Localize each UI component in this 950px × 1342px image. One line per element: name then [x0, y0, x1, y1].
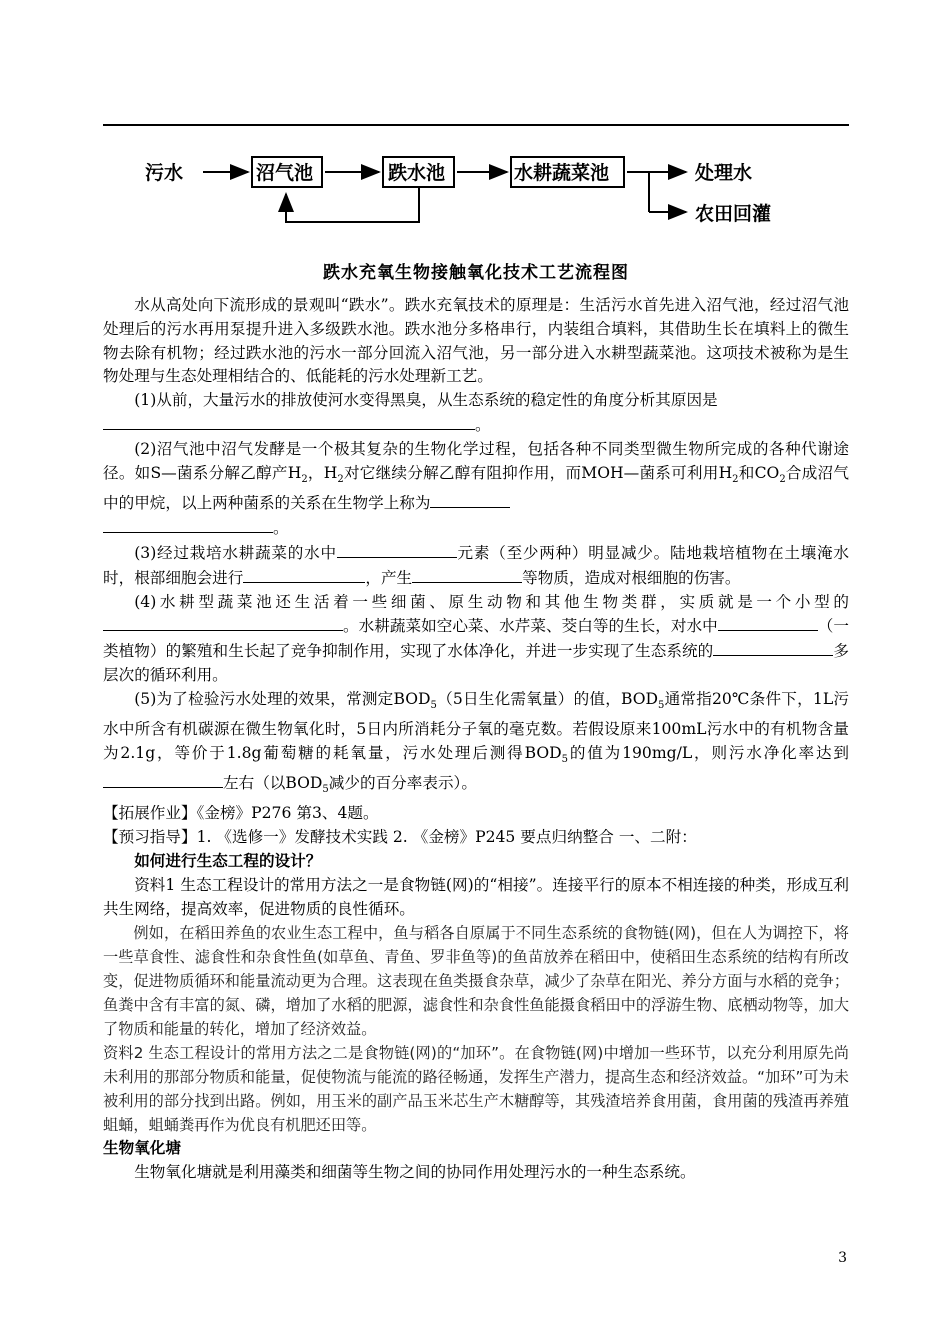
- answer-blank: [412, 566, 522, 583]
- resource-2: 资料2 生态工程设计的常用方法之二是食物链(网)的“加环”。在食物链(网)中增加一些环节，以充分利用原先尚未利用的那部分物质和能量，促使物流与能流的路径畅通，发挥生产潜力，提高生态和经济效益。“加环”可为未被利用的部分找到出路。例如，用玉米的副产品玉米芯生产木糖醇等，其残渣培养食用菌，食用菌的残渣再养殖蛆蛹，蛆蛹粪再作为优良有机肥还田等。: [103, 1044, 849, 1135]
- question-5: (5)为了检验污水处理的效果，常测定$BOD_5(5$日生化需氧量）的值，$BOD_5$通常指20℃条件下，1L污水中所含有机碳源在微生物氧化时，5日内所消耗分子氧的毫克数。若假设原来100mL污水中的有机物含量为2.1g，等价于1.8g葡萄糖的耗氧量，污水处理后测得$BOD_5$的值为190mg/L，则污水净化率达到左右（以$BOD_5$减少的百分率表示）。: [103, 689, 849, 796]
- biogas-pool-label: 沼气池: [256, 162, 314, 184]
- output-treated-water: 处理水: [695, 162, 753, 184]
- main-text: [103, 294, 849, 1185]
- answer-blank: [103, 413, 475, 430]
- answer-blank: [713, 639, 833, 656]
- process-flowchart: [103, 130, 849, 240]
- preview-guide: 【预习指导】1. 《选修一》发酵技术实践 2. 《金榜》P245 要点归纳整合 一、二附：: [103, 828, 697, 847]
- page-number: 3: [838, 1250, 847, 1266]
- question-2: (2)沼气池中沼气发酵是一个极其复杂的生物化学过程，包括各种不同类型微生物所完成的各种代谢途径。如S—菌系分解乙醇产$H_2$，$H_2$对它继续分解乙醇有阻抑作用，而MOH—菌系可利用$H_2$和$CO_2$合成沼气中的甲烷，以上两种菌系的关系在生物学上称为 。: [103, 439, 849, 538]
- answer-blank: [103, 516, 273, 533]
- figure-caption: 跌水充氧生物接触氧化技术工艺流程图: [323, 263, 629, 283]
- question-3: (3)经过栽培水耕蔬菜的水中 元素（至少两种）明显减少。陆地栽培植物在土壤淹水时，根部细胞会进行 ，产生 等物质，造成对根细胞的伤害。: [103, 541, 849, 591]
- extension-homework: 【拓展作业】《金榜》P276 第3、4题。: [103, 804, 379, 823]
- answer-blank: [103, 614, 343, 631]
- answer-blank: [337, 541, 457, 558]
- flow-input-label: 污水: [145, 162, 184, 184]
- pond-description: 生物氧化塘就是利用藻类和细菌等生物之间的协同作用处理污水的一种生态系统。: [134, 1163, 696, 1182]
- question-4: (4)水耕型蔬菜池还生活着一些细菌、原生动物和其他生物类群，实质就是一个小型的。水耕蔬菜如空心菜、水芹菜、茭白等的生长，对水中 （一类植物）的繁殖和生长起了竞争抑制作用，实现了水体净化，并进一步实现了生态系统的 多层次的循环利用。: [103, 592, 849, 685]
- question-1: (1)从前，大量污水的排放使河水变得黑臭，从生态系统的稳定性的角度分析其原因是 。: [103, 389, 849, 438]
- answer-blank: [243, 566, 365, 583]
- answer-blank: [103, 771, 223, 788]
- intro-paragraph: 水从高处向下流形成的景观叫“跌水”。跌水充氧技术的原理是：生活污水首先进入沼气池，经过沼气池处理后的污水再用泵提升进入多级跌水池。跌水池分多格串行，内装组合填料，其借助生长在填料上的微生物去除有机物；经过跌水池的污水一部分回流入沼气池，另一部分进入水耕型蔬菜池。这项技术被称为是生物处理与生态处理相结合的、低能耗的污水处理新工艺。: [103, 296, 849, 386]
- design-section-title: 如何进行生态工程的设计？: [134, 851, 322, 870]
- answer-blank: [430, 491, 510, 508]
- veg-pool-label: 水耕蔬菜池: [514, 162, 610, 184]
- header-rule: [103, 124, 849, 126]
- answer-blank: [718, 614, 818, 631]
- pond-section-title: 生物氧化塘: [103, 1139, 181, 1158]
- resource-1: 资料1 生态工程设计的常用方法之一是食物链(网)的“相接”。连接平行的原本不相连接的种类，形成互利共生网络，提高效率，促进物质的良性循环。: [103, 875, 849, 918]
- rice-fish-example: 例如，在稻田养鱼的农业生态工程中，鱼与稻各自原属于不同生态系统的食物链(网)，但在人为调控下，将一些草食性、滤食性和杂食性鱼(如草鱼、青鱼、罗非鱼等)的鱼苗放养在稻田中，使稻田生态系统的结构有所改变，促进物质循环和能量流动更为合理。这表现在鱼类摄食杂草，减少了杂草在阳光、养分方面与水稻的竞争；鱼粪中含有丰富的氮、磷，增加了水稻的肥源，滤食性和杂食性鱼能摄食稻田中的浮游生物、底栖动物等，加大了物质和能量的转化，增加了经济效益。: [103, 924, 849, 1039]
- output-irrigation: 农田回灌: [695, 203, 772, 225]
- drop-pool-label: 跌水池: [388, 162, 446, 184]
- recycle-arrow: [286, 188, 419, 222]
